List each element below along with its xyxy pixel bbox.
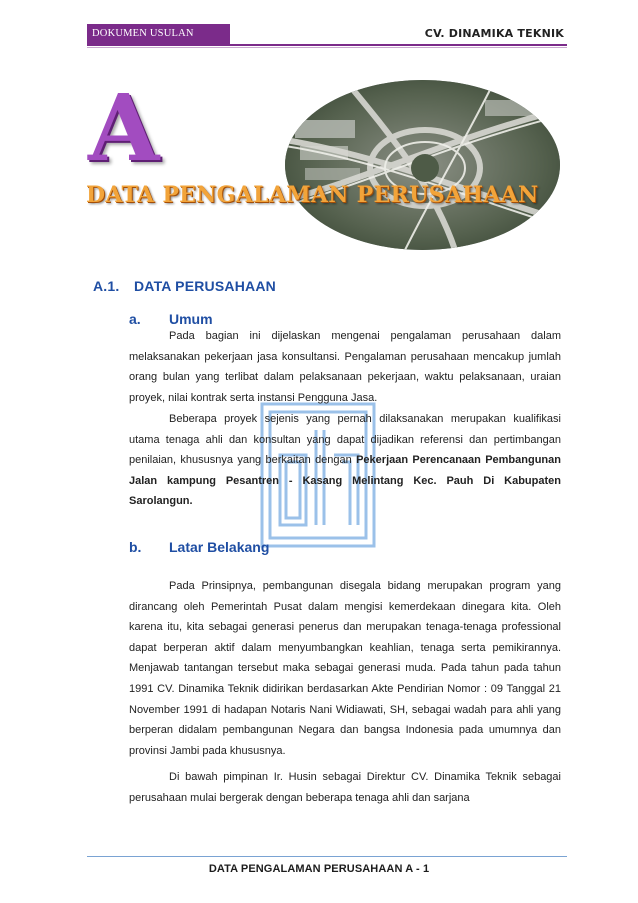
subsection-title: Umum bbox=[169, 311, 213, 327]
section-number: A.1. bbox=[93, 278, 120, 294]
subsection-heading-latar-belakang bbox=[129, 539, 269, 555]
chapter-letter: A bbox=[88, 74, 160, 182]
header-document-label: DOKUMEN USULAN TEKNIS bbox=[87, 24, 230, 44]
paragraph-latar-belakang-1: Pada Prinsipnya, pembangunan disegala bidang merupakan program yang dirancang oleh Pemerintah Pusat dalam mengisi kemerdekaan dinegara kita. Oleh karena itu, kita sebagai generasi penerus dan merupakan tenaga-tenaga professional dapat berperan aktif dalam menyumbangkan keahlian, tenaga serta pemikirannya. Menjawab tantangan tersebut maka sebagai generasi muda. Pada tahun pada tahun 1991 CV. Dinamika Teknik didirikan berdasarkan Akte Pendirian Nomor : 09 Tanggal 21 November 1991 di hadapan Notaris Nani Widiawati, SH, sebagai wadah para ahli yang berperan didalam pembangunan Negara dan bangsa Indonesia pada umumnya dan provinsi Jambi pada khususnya. bbox=[129, 580, 561, 757]
paragraph-latar-belakang-2: Di bawah pimpinan Ir. Husin sebagai Direktur CV. Dinamika Teknik sebagai perusahaan mulai bergerak dengan beberapa tenaga ahli dan sarjana bbox=[129, 771, 561, 804]
subsection-number: b. bbox=[129, 539, 142, 555]
interchange-illustration bbox=[285, 80, 560, 250]
highway-interchange-aerial-photo bbox=[285, 80, 560, 250]
chapter-title: DATA PENGALAMAN PERUSAHAAN bbox=[86, 182, 539, 208]
paragraph-umum-1: Pada bagian ini dijelaskan mengenai pengalaman perusahaan dalam melaksanakan pekerjaan jasa konsultansi. Pengalaman perusahaan mencakup jumlah orang bulan yang terlibat dalam pelaksanaan pekerjaan, waktu pelaksanaan, uraian proyek, nilai kontrak serta instansi Pengguna Jasa. bbox=[129, 330, 561, 404]
paragraph-umum-2 bbox=[129, 409, 561, 512]
header-company-name: CV. DINAMIKA TEKNIK bbox=[424, 27, 564, 40]
header-divider bbox=[87, 44, 567, 46]
paragraph-umum-2-text: Beberapa proyek sejenis yang pernah dilaksanakan merupakan kualifikasi utama tenaga ahli dan konsultan yang dapat dijadikan referensi dan pertimbangan penilaian, khususnya yang berkaitan dengan bbox=[129, 413, 561, 467]
section-heading bbox=[93, 278, 276, 294]
project-name-highlight: Pekerjaan Perencanaan Pembangunan Jalan kampung Pesantren - Kasang Melintang Kec. Pauh Di Kabupaten Sarolangun. bbox=[129, 454, 561, 508]
subsection-number: a. bbox=[129, 311, 141, 327]
subsection-heading-umum bbox=[129, 311, 213, 327]
footer-page-label: DATA PENGALAMAN PERUSAHAAN A - 1 bbox=[208, 863, 430, 875]
section-title: DATA PERUSAHAAN bbox=[134, 278, 276, 294]
subsection-title: Latar Belakang bbox=[169, 539, 270, 555]
header-divider-thin bbox=[87, 47, 567, 48]
footer-divider bbox=[87, 856, 567, 857]
